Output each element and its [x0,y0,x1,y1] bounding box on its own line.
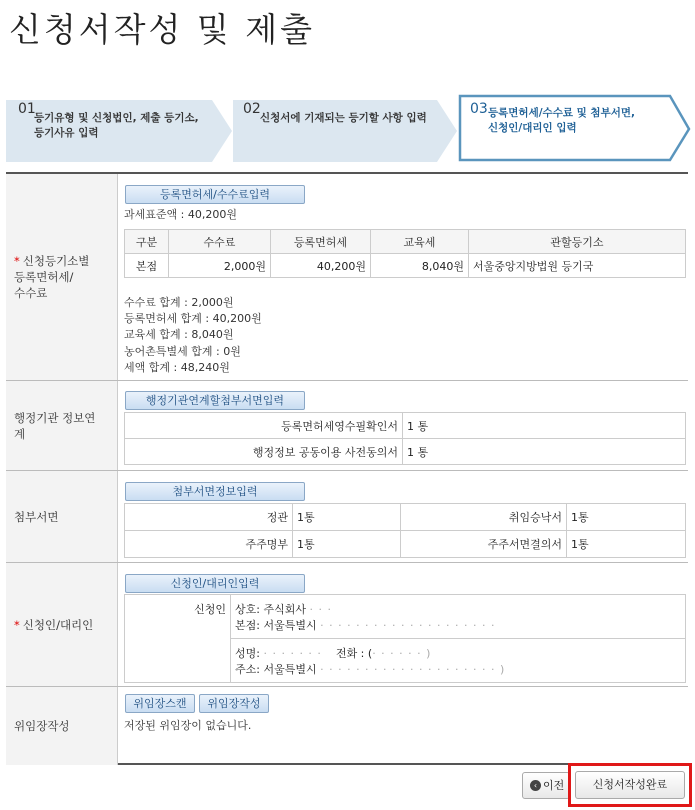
representative-info [231,639,686,683]
admin-section [6,380,688,470]
admin-section-label [6,381,118,470]
company-name-redacted: · · · [309,602,332,616]
cell-fee: 2,000원 [169,254,271,278]
attach-doc-name: 주주명부 [125,531,293,558]
rep-name-label: 성명: [235,646,260,660]
admin-section-content [124,381,686,470]
proxy-section-content [124,687,686,765]
attachment-input-button[interactable]: 첨부서면정보입력 [125,482,305,501]
fee-table [124,229,686,278]
attach-doc-name: 주주서면결의서 [401,531,567,558]
col-header-fee: 수수료 [169,230,271,254]
table-row [125,595,686,639]
fee-label-line2: 등록면허세/ [14,270,74,284]
step-indicator [6,94,692,164]
proxy-scan-button[interactable]: 위임장스캔 [125,694,195,713]
proxy-empty-message: 저장된 위임장이 없습니다. [124,719,252,732]
step-3-number: 03 [470,101,488,117]
rep-line [235,646,681,662]
hq-address-label: 본점: 서울특별시 [235,618,317,632]
rep-address-redacted: · · · · · · · · · · · · · · · · · · · · ) [320,662,506,676]
attach-doc-count: 1통 [293,531,401,558]
applicant-section-content [124,563,686,686]
table-row [125,439,686,465]
fee-totals [124,295,262,376]
chevron-left-icon: ‹ [530,780,541,791]
fee-input-button[interactable]: 등록면허세/수수료입력 [125,185,305,204]
address-line [235,662,681,678]
phone-label: 전화 : ( [335,646,373,660]
total-fee: 수수료 합계 : 2,000원 [124,296,234,309]
table-row [125,254,686,278]
phone-redacted: · · · · · · ) [372,646,432,660]
admin-attach-input-button[interactable]: 행정기관연계할첨부서면입력 [125,391,305,410]
table-header-row [125,230,686,254]
step-1-line2: 등기사유 입력 [34,127,99,139]
fee-section-label [6,174,118,380]
previous-button-label: 이전 [543,779,565,792]
step-2-line1: 신청서에 기재되는 등기할 사항 입력 [260,112,427,124]
attach-doc-count: 1통 [293,504,401,531]
attach-doc-count: 1통 [567,531,686,558]
proxy-write-button[interactable]: 위임장작성 [199,694,269,713]
applicant-input-button[interactable]: 신청인/대리인입력 [125,574,305,593]
attach-doc-name: 정관 [125,504,293,531]
admin-label-line2: 계 [14,426,26,441]
step-1 [6,94,234,162]
table-row [125,531,686,558]
cell-registry: 서울중앙지방법원 등기국 [469,254,686,278]
step-1-text [34,111,199,141]
col-header-registry: 관할등기소 [469,230,686,254]
table-row [125,504,686,531]
hq-address-redacted: · · · · · · · · · · · · · · · · · · · · [320,618,496,632]
rep-name-redacted: · · · · · · · [263,646,322,660]
step-2 [233,94,461,162]
step-2-number: 02 [243,101,261,117]
step-3 [458,94,692,162]
company-info [231,595,686,639]
applicant-section [6,562,688,686]
company-line [235,602,681,618]
previous-button[interactable] [522,772,570,799]
total-edu-tax: 교육세 합계 : 8,040원 [124,328,234,342]
proxy-section [6,686,688,765]
step-3-line1: 등록면허세/수수료 및 첨부서면, [488,107,635,119]
admin-label-line1: 행정기관 정보연 [14,410,96,425]
rep-address-label: 주소: 서울특별시 [235,662,317,676]
proxy-section-label [6,687,118,765]
company-name-label: 상호: 주식회사 [235,602,306,616]
fee-label-line1: 신청등기소별 [22,254,90,268]
step-2-arrow-shape [233,94,461,162]
step-3-line2: 신청인/대리인 입력 [488,122,577,134]
attachment-section [6,470,688,562]
complete-application-button[interactable]: 신청서작성완료 [575,771,685,799]
fee-section-content [124,174,686,380]
col-header-edu-tax: 교육세 [371,230,469,254]
attach-doc-name: 취임승낙서 [401,504,567,531]
table-row [125,413,686,439]
cell-type: 본점 [125,254,169,278]
total-tax: 세액 합계 : 48,240원 [124,360,230,374]
step-1-line1: 등기유형 및 신청법인, 제출 등기소, [34,112,199,124]
application-form [6,172,688,765]
applicant-label: 신청인/대리인 [22,617,94,632]
total-rural-tax: 농어촌특별세 합계 : 0원 [124,344,241,358]
total-license-tax: 등록면허세 합계 : 40,200원 [124,312,262,326]
hq-line [235,618,681,634]
admin-doc-count: 1 통 [403,413,686,439]
required-mark: * [14,254,20,268]
page-title: 신청서작성 및 제출 [9,10,316,49]
cell-edu-tax: 8,040원 [371,254,469,278]
step-2-text [260,111,427,126]
applicant-table [124,594,686,683]
col-header-type: 구분 [125,230,169,254]
attachment-section-content [124,471,686,562]
applicant-row-label: 신청인 [125,595,231,683]
proxy-label: 위임장작성 [14,719,70,733]
fee-section [6,174,688,380]
attachment-section-label [6,471,118,562]
cell-license-tax: 40,200원 [271,254,371,278]
applicant-section-label [6,563,118,686]
tax-base: 과세표준액 : 40,200원 [124,208,237,221]
step-1-number: 01 [18,101,36,117]
col-header-license-tax: 등록면허세 [271,230,371,254]
attachment-table [124,503,686,558]
fee-label-line3: 수수료 [14,286,48,300]
admin-doc-name: 행정정보 공동이용 사전동의서 [125,439,403,465]
required-mark: * [14,617,20,632]
attachment-label: 첨부서면 [14,509,59,524]
step-3-text [488,106,635,136]
admin-doc-count: 1 통 [403,439,686,465]
admin-doc-name: 등록면허세영수필확인서 [125,413,403,439]
attach-doc-count: 1통 [567,504,686,531]
admin-table [124,412,686,465]
